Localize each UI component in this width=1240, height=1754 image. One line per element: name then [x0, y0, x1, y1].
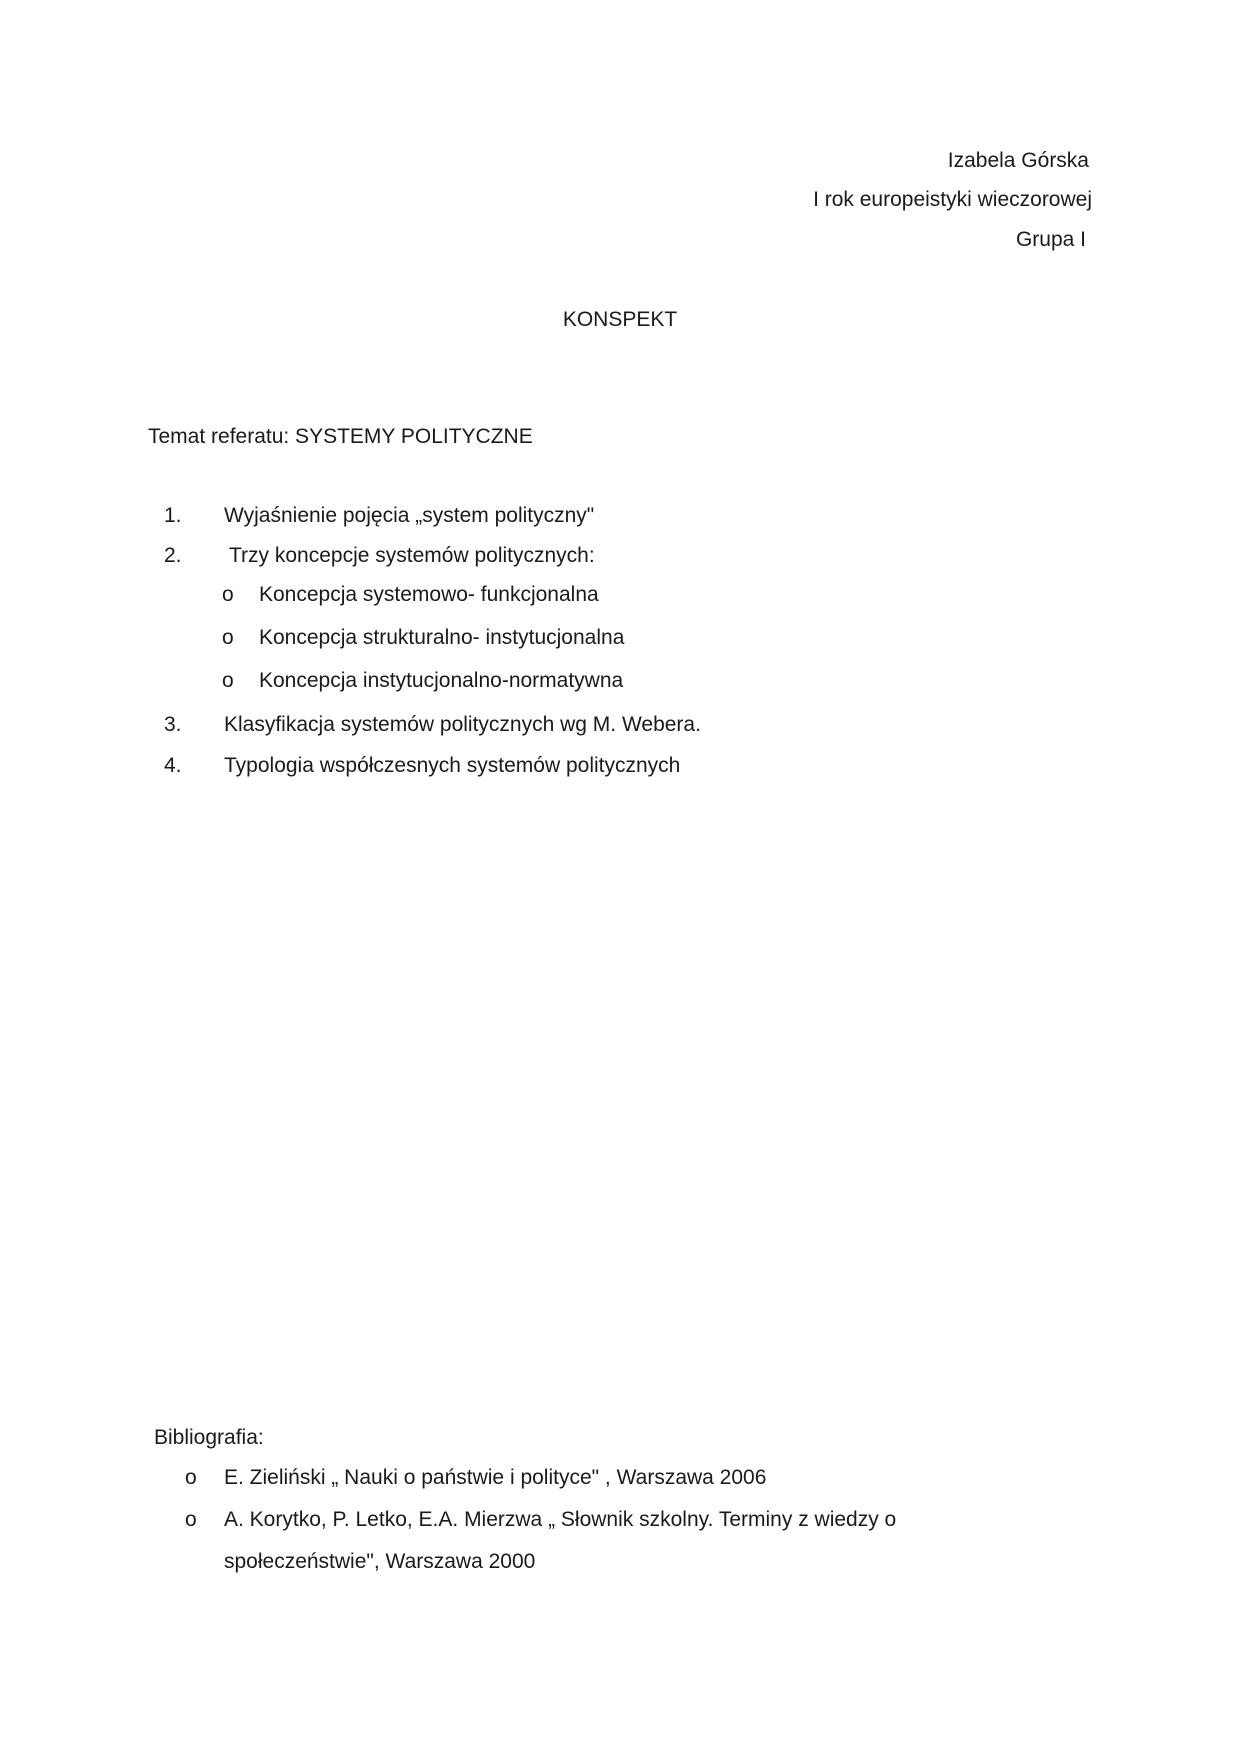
topic-line: Temat referatu: SYSTEMY POLITYCZNE — [148, 425, 533, 448]
bibliography-bullet: o — [185, 1508, 197, 1531]
bibliography-entry-continuation: społeczeństwie", Warszawa 2000 — [224, 1550, 536, 1573]
sub-bullet: o — [222, 583, 234, 606]
outline-item-text: Trzy koncepcje systemów politycznych: — [229, 544, 595, 567]
bibliography-heading: Bibliografia: — [154, 1426, 264, 1449]
outline-item-text: Klasyfikacja systemów politycznych wg M. Webera. — [224, 713, 701, 736]
outline-number: 2. — [164, 544, 182, 567]
bibliography-entry: E. Zieliński „ Nauki o państwie i polityce" , Warszawa 2006 — [224, 1466, 767, 1489]
outline-item-text: Wyjaśnienie pojęcia „system polityczny" — [224, 504, 595, 527]
outline-number: 3. — [164, 713, 182, 736]
sub-bullet: o — [222, 626, 234, 649]
document-title: KONSPEKT — [562, 308, 678, 331]
outline-item-text: Typologia współczesnych systemów politycznych — [224, 754, 681, 777]
sub-bullet: o — [222, 669, 234, 692]
outline-subitem-text: Koncepcja strukturalno- instytucjonalna — [259, 626, 625, 649]
course-line: I rok europeistyki wieczorowej — [813, 188, 1092, 211]
group-line: Grupa I — [1015, 228, 1086, 251]
bibliography-entry: A. Korytko, P. Letko, E.A. Mierzwa „ Słownik szkolny. Terminy z wiedzy o — [224, 1508, 897, 1531]
author-name: Izabela Górska — [947, 149, 1089, 172]
outline-subitem-text: Koncepcja systemowo- funkcjonalna — [259, 583, 599, 606]
outline-number: 1. — [164, 504, 182, 527]
outline-number: 4. — [164, 754, 182, 777]
bibliography-bullet: o — [185, 1466, 197, 1489]
outline-subitem-text: Koncepcja instytucjonalno-normatywna — [259, 669, 624, 692]
